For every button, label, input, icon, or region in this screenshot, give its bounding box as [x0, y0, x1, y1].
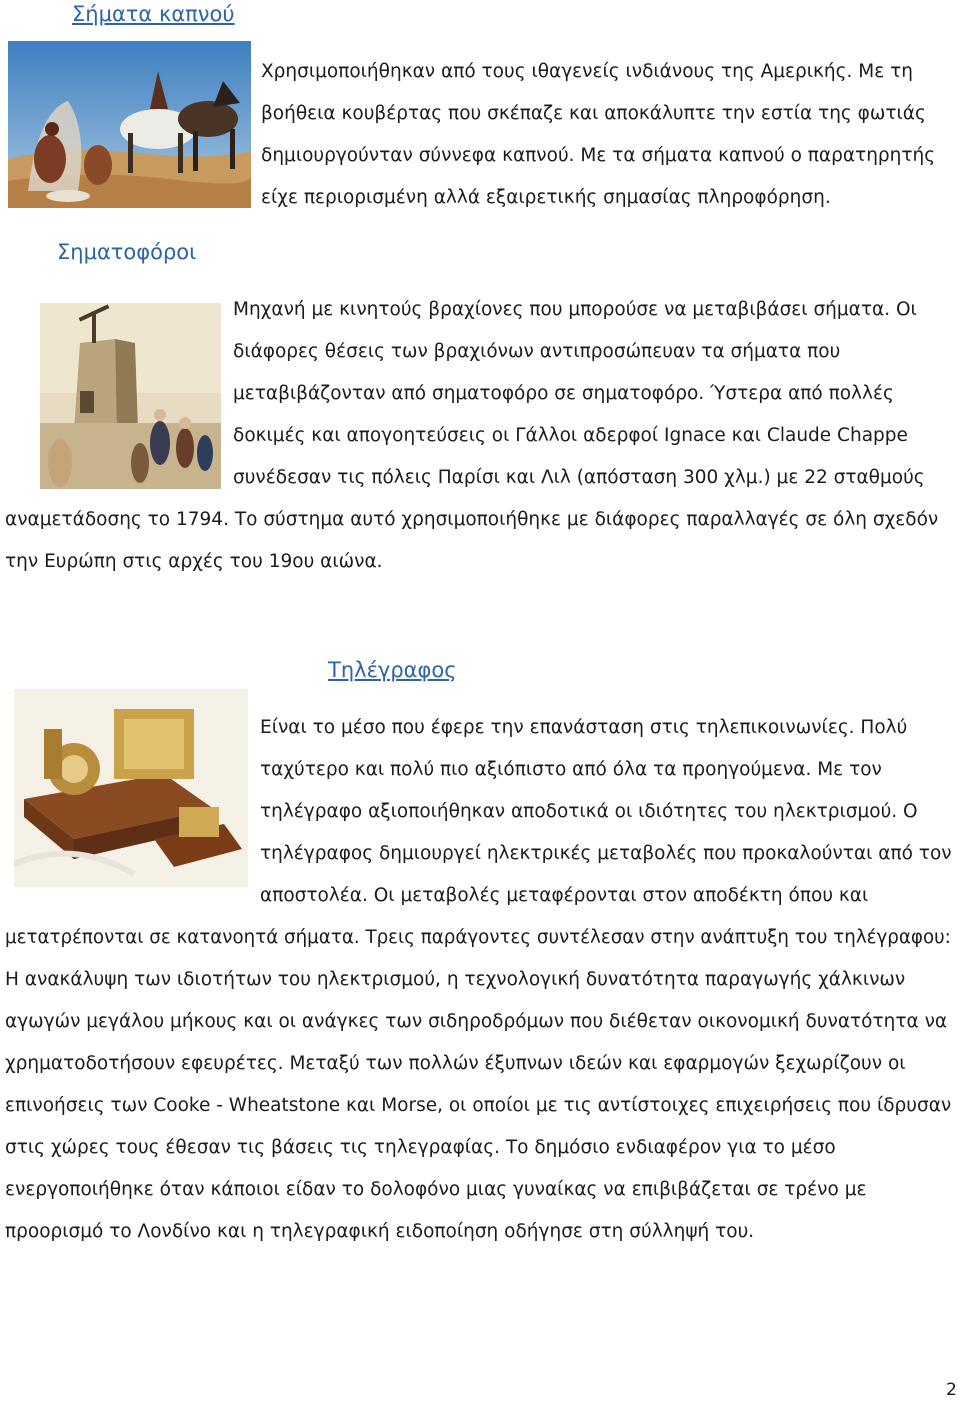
telegraph-text-line-9: χρηματοδοτήσουν εφευρέτες. Μεταξύ των πολλών έξυπνων ιδεών και εφαρμογών ξεχωρίζουν οι [5, 1053, 906, 1074]
telegraph-text-line-2: ταχύτερο και πολύ πιο αξιόπιστο από όλα τα προηγούμενα. Με τον [260, 759, 882, 780]
smoke-text-line-4: είχε περιορισμένη αλλά εξαιρετικής σημασίας πληροφόρηση. [261, 187, 831, 208]
telegraph-text-line-10: επινοήσεις των Cooke - Wheatstone και Morse, οι οποίοι με τις αντίστοιχες επιχειρήσεις που ίδρυσαν [5, 1095, 952, 1116]
section-title-semaphore: Σηματοφόροι [57, 240, 197, 264]
section-title-smoke: Σήματα καπνού [72, 2, 235, 26]
page-number: 2 [946, 1380, 957, 1400]
smoke-signals-image [8, 41, 251, 208]
telegraph-text-line-4: τηλέγραφος δημιουργεί ηλεκτρικές μεταβολές που προκαλούνται από τον [260, 843, 952, 864]
semaphore-text-line-1: Μηχανή με κινητούς βραχίονες που μπορούσε να μεταβιβάσει σήματα. Οι [233, 299, 917, 320]
semaphore-text-line-7: την Ευρώπη στις αρχές του 19ου αιώνα. [5, 551, 383, 572]
semaphore-tower-image [40, 303, 221, 489]
telegraph-text-line-8: αγωγών μεγάλου μήκους και οι ανάγκες των σιδηροδρόμων που διέθεταν οικονομική δυνατότητα να [5, 1011, 948, 1032]
smoke-text-line-3: δημιουργούνταν σύννεφα καπνού. Με τα σήματα καπνού ο παρατηρητής [261, 145, 936, 166]
semaphore-text-line-2: διάφορες θέσεις των βραχιόνων αντιπροσώπευαν τα σήματα που [233, 341, 841, 362]
telegraph-text-line-13: προορισμό το Λονδίνο και η τηλεγραφική ειδοποίηση οδήγησε στη σύλληψή του. [5, 1221, 755, 1242]
telegraph-text-line-7: Η ανακάλυψη των ιδιοτήτων του ηλεκτρισμού, η τεχνολογική δυνατότητα παραγωγής χάλκινων [5, 969, 906, 990]
semaphore-text-line-6: αναμετάδοσης το 1794. Το σύστημα αυτό χρησιμοποιήθηκε με διάφορες παραλλαγές σε όλη σχεδόν [5, 509, 939, 530]
telegraph-text-line-11: στις χώρες τους έθεσαν τις βάσεις τις τηλεγραφίας. Το δημόσιο ενδιαφέρον για το μέσο [5, 1137, 836, 1158]
telegraph-text-line-1: Είναι το μέσο που έφερε την επανάσταση στις τηλεπικοινωνίες. Πολύ [260, 717, 908, 738]
semaphore-text-line-5: συνέδεσαν τις πόλεις Παρίσι και Λιλ (απόσταση 300 χλμ.) με 22 σταθμούς [233, 467, 925, 488]
telegraph-apparatus-image [14, 689, 248, 887]
telegraph-text-line-12: ενεργοποιήθηκε όταν κάποιοι είδαν το δολοφόνο μιας γυναίκας να επιβιβάζεται σε τρένο με [5, 1179, 867, 1200]
telegraph-text-line-5: αποστολέα. Οι μεταβολές μεταφέρονται στον αποδέκτη όπου και [260, 885, 869, 906]
smoke-text-line-2: βοήθεια κουβέρτας που σκέπαζε και αποκάλυπτε την εστία της φωτιάς [261, 103, 926, 124]
semaphore-text-line-3: μεταβιβάζονταν από σηματοφόρο σε σηματοφόρο. Ύστερα από πολλές [233, 383, 894, 404]
smoke-text-line-1: Χρησιμοποιήθηκαν από τους ιθαγενείς ινδιάνους της Αμερικής. Με τη [261, 61, 913, 82]
section-title-telegraph: Τηλέγραφος [328, 658, 457, 682]
telegraph-text-line-3: τηλέγραφο αξιοποιήθηκαν αποδοτικά οι ιδιότητες του ηλεκτρισμού. Ο [260, 801, 918, 822]
semaphore-text-line-4: δοκιμές και απογοητεύσεις οι Γάλλοι αδερφοί Ignace και Claude Chappe [233, 425, 908, 446]
telegraph-text-line-6: μετατρέπονται σε κατανοητά σήματα. Τρεις παράγοντες συντέλεσαν στην ανάπτυξη του τηλέγραφου: [5, 927, 951, 948]
